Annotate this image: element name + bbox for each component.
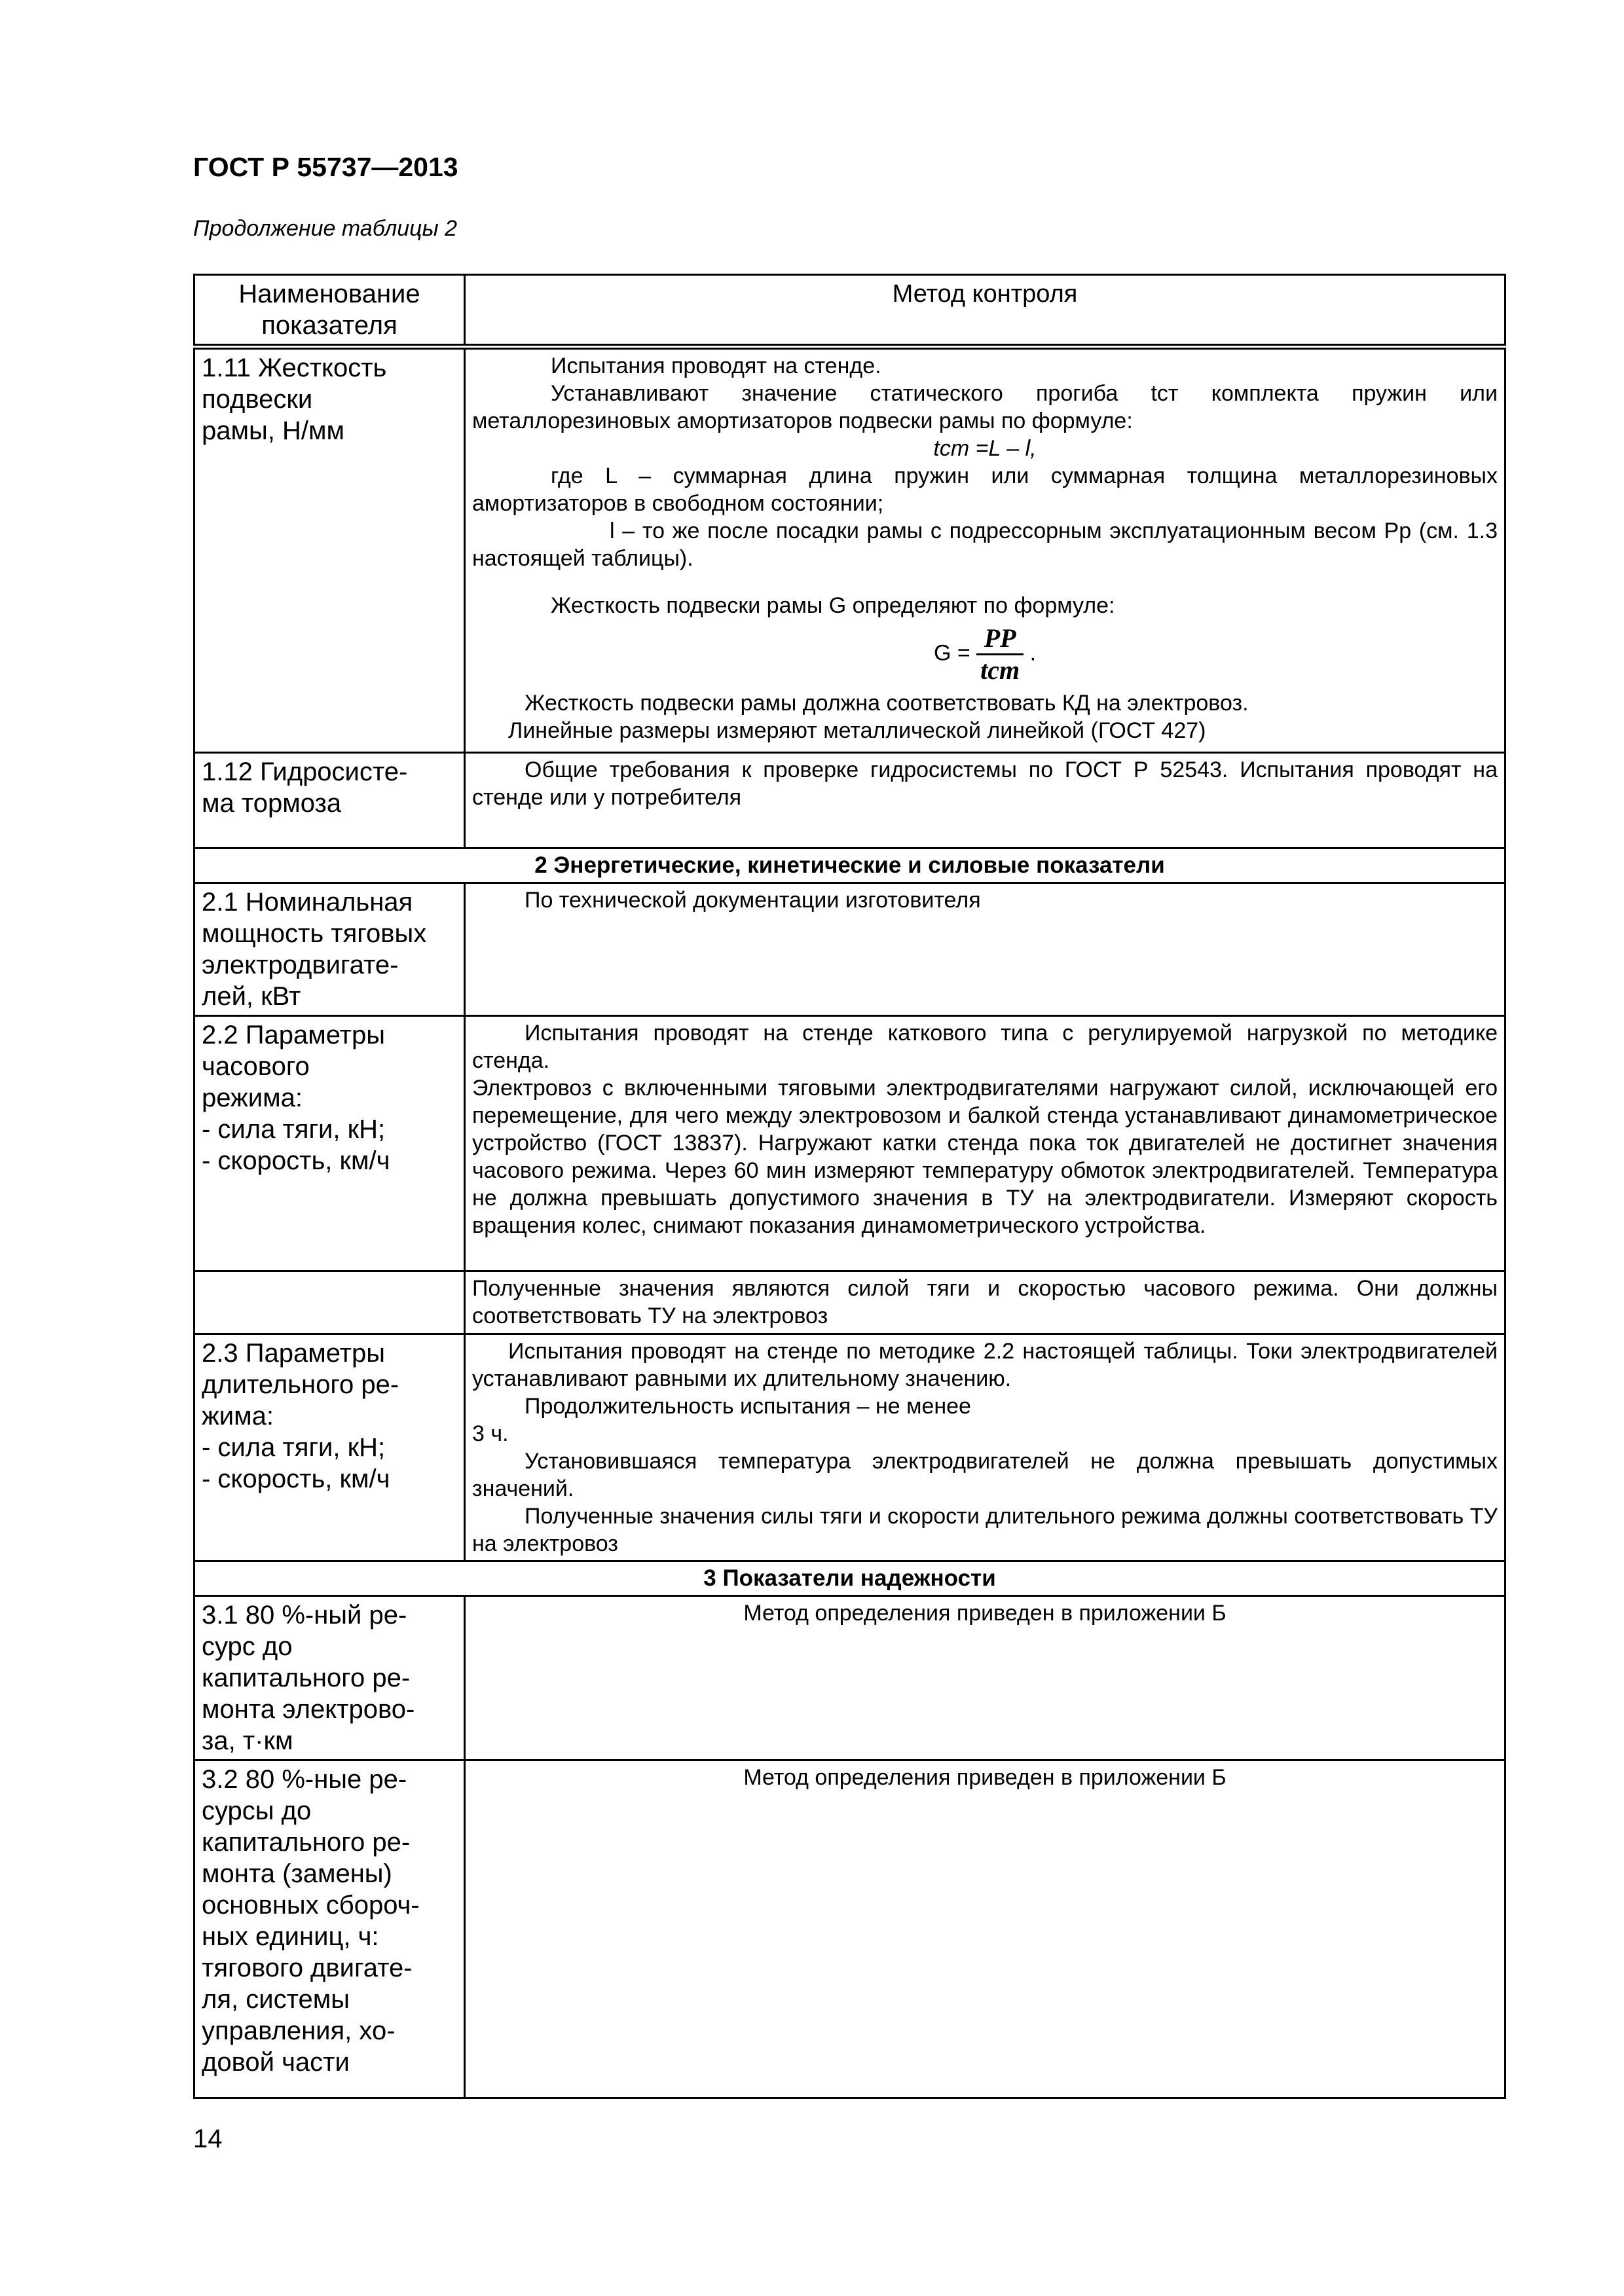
method-text: Жесткость подвески рамы G определяют по формуле: — [551, 593, 1115, 618]
methods-table — [193, 274, 1506, 2099]
row-name-line: тягового двигате- — [202, 1954, 413, 1982]
row-name-line: 1.11 Жесткость — [202, 354, 387, 382]
row-name-line: 1.12 Гидросисте- — [202, 757, 408, 786]
method-text: Жесткость подвески рамы должна соответствовать КД на электровоз. — [525, 691, 1249, 716]
row-name-line: ля, системы — [202, 1985, 350, 2014]
col-header-method: Метод контроля — [465, 275, 1505, 347]
row-name-1-12 — [194, 753, 465, 848]
section-title: 3 Показатели надежности — [194, 1561, 1505, 1596]
table-row — [194, 883, 1505, 1016]
row-name-2-2 — [194, 1016, 465, 1271]
col-header-name: Наименование показателя — [194, 275, 465, 347]
method-text: Испытания проводят на стенде. — [551, 354, 881, 378]
method-text: Линейные размеры измеряют металлической линейкой (ГОСТ 427) — [508, 718, 1206, 743]
table-row — [194, 347, 1505, 753]
section-row-3 — [194, 1561, 1505, 1596]
row-name-line: капитального ре- — [202, 1664, 411, 1692]
method-text: Испытания проводят на стенде каткового типа с регулируемой нагрузкой по методике стенда. — [472, 1021, 1498, 1073]
method-text: Метод определения приведен в приложении Б — [743, 1601, 1227, 1626]
row-name-line: 3.1 80 %-ный ре- — [202, 1601, 407, 1630]
row-method-3-1 — [465, 1596, 1505, 1760]
row-name-line: мощность тяговых — [202, 919, 427, 948]
row-method-2-2-result — [465, 1271, 1505, 1334]
table-row — [194, 1760, 1505, 2098]
row-name-line: сурсы до — [202, 1796, 312, 1825]
row-method-2-2 — [465, 1016, 1505, 1271]
row-name-line: электродвигате- — [202, 951, 399, 979]
table-row — [194, 1596, 1505, 1760]
row-name-line: 2.3 Параметры — [202, 1339, 385, 1368]
row-name-line: жима: — [202, 1402, 274, 1430]
row-name-line: рамы, Н/мм — [202, 416, 344, 445]
row-name-line: ных единиц, ч: — [202, 1922, 379, 1951]
row-name-line: 2.2 Параметры — [202, 1021, 385, 1049]
method-text: Общие требования к проверке гидросистемы по ГОСТ Р 52543. Испытания проводят на стенде или у потребителя — [472, 757, 1498, 810]
table-row — [194, 1016, 1505, 1271]
row-name-line: длительного ре- — [202, 1370, 399, 1399]
formula-lhs: G = — [933, 640, 970, 666]
method-text: Установившаяся температура электродвигателей не должна превышать допустимых значений. — [472, 1449, 1498, 1501]
row-name-line: довой части — [202, 2048, 350, 2077]
row-method-1-11 — [465, 347, 1505, 753]
method-text: По технической документации изготовителя — [525, 888, 981, 913]
formula-denominator: tст — [980, 655, 1020, 685]
method-text: Устанавливают значение статического прогиба tст комплекта пружин или металлорезиновых амортизаторов подвески рамы по формуле: — [472, 381, 1498, 433]
row-name-line: монта электрово- — [202, 1695, 415, 1724]
method-text: l – то же после посадки рамы с подрессорным эксплуатационным весом Pр (см. 1.3 настоящей таблицы). — [472, 519, 1498, 571]
row-name-3-1 — [194, 1596, 465, 1760]
formula-stiffness — [472, 623, 1498, 685]
row-name-line: монта (замены) — [202, 1859, 392, 1888]
section-row-2 — [194, 848, 1505, 883]
row-name-line: за, т·км — [202, 1726, 293, 1755]
method-text: 3 ч. — [472, 1421, 509, 1446]
method-text: Полученные значения являются силой тяги и скоростью часового режима. Они должны соответствовать ТУ на электровоз — [472, 1276, 1498, 1328]
row-method-2-1 — [465, 883, 1505, 1016]
row-name-line: капитального ре- — [202, 1828, 411, 1857]
page-number: 14 — [193, 2124, 223, 2153]
row-name-line: режима: — [202, 1084, 303, 1112]
row-name-line: 2.1 Номинальная — [202, 888, 413, 917]
row-method-1-12 — [465, 753, 1505, 848]
row-name-line: подвески — [202, 385, 313, 414]
row-method-3-2 — [465, 1760, 1505, 2098]
table-row — [194, 1334, 1505, 1561]
method-text: Полученные значения силы тяги и скорости длительного режима должны соответствовать ТУ на электровоз — [472, 1504, 1498, 1556]
row-name-line: - скорость, км/ч — [202, 1146, 390, 1175]
row-name-line: ма тормоза — [202, 789, 342, 818]
table-continuation-label: Продолжение таблицы 2 — [193, 216, 457, 241]
row-name-line: управления, хо- — [202, 2016, 396, 2045]
table-header-row — [194, 275, 1505, 347]
document-code: ГОСТ Р 55737—2013 — [193, 152, 458, 182]
section-title: 2 Энергетические, кинетические и силовые показатели — [194, 848, 1505, 883]
method-text: Испытания проводят на стенде по методике 2.2 настоящей таблицы. Токи электродвигателей устанавливают равными их длительному значению. — [472, 1339, 1498, 1391]
row-method-2-3 — [465, 1334, 1505, 1561]
method-text: где L – суммарная длина пружин или суммарная толщина металлорезиновых амортизаторов в свободном состоянии; — [472, 464, 1498, 516]
row-name-line: лей, кВт — [202, 982, 301, 1011]
row-name-line: - скорость, км/ч — [202, 1465, 390, 1493]
method-text: Электровоз с включенными тяговыми электродвигателями нагружают силой, исключающей его перемещение, для чего между электровозом и балкой стенда устанавливают динамометрическое устройство (ГОСТ 13837). Нагружают катки стенда пока ток двигателей не достигнет значения часового режима. Через 60 мин измеряют температуру обмоток электродвигателей. Температура не должна превышать допустимого значения в ТУ на электродвигатели. Измеряют скорость вращения колес, снимают показания динамометрического устройства. — [472, 1076, 1498, 1238]
formula-fraction — [976, 623, 1024, 685]
row-name-line: основных сбороч- — [202, 1891, 420, 1920]
table-row — [194, 753, 1505, 848]
table-row — [194, 1271, 1505, 1334]
row-name-line: сурс до — [202, 1632, 293, 1661]
row-name-line: - сила тяги, кН; — [202, 1433, 386, 1462]
method-text: Метод определения приведен в приложении Б — [743, 1765, 1227, 1790]
row-name-2-3 — [194, 1334, 465, 1561]
method-text: Продолжительность испытания – не менее — [525, 1394, 971, 1419]
formula-static-deflection: tст =L – l, — [933, 436, 1037, 461]
formula-numerator: PP — [976, 623, 1024, 655]
row-name-line: 3.2 80 %-ные ре- — [202, 1765, 407, 1794]
row-name-3-2 — [194, 1760, 465, 2098]
row-name-1-11 — [194, 347, 465, 753]
row-name-line: - сила тяги, кН; — [202, 1115, 386, 1144]
row-name-line: часового — [202, 1052, 310, 1081]
formula-end: . — [1029, 640, 1037, 666]
row-name-empty — [194, 1271, 465, 1334]
row-name-2-1 — [194, 883, 465, 1016]
